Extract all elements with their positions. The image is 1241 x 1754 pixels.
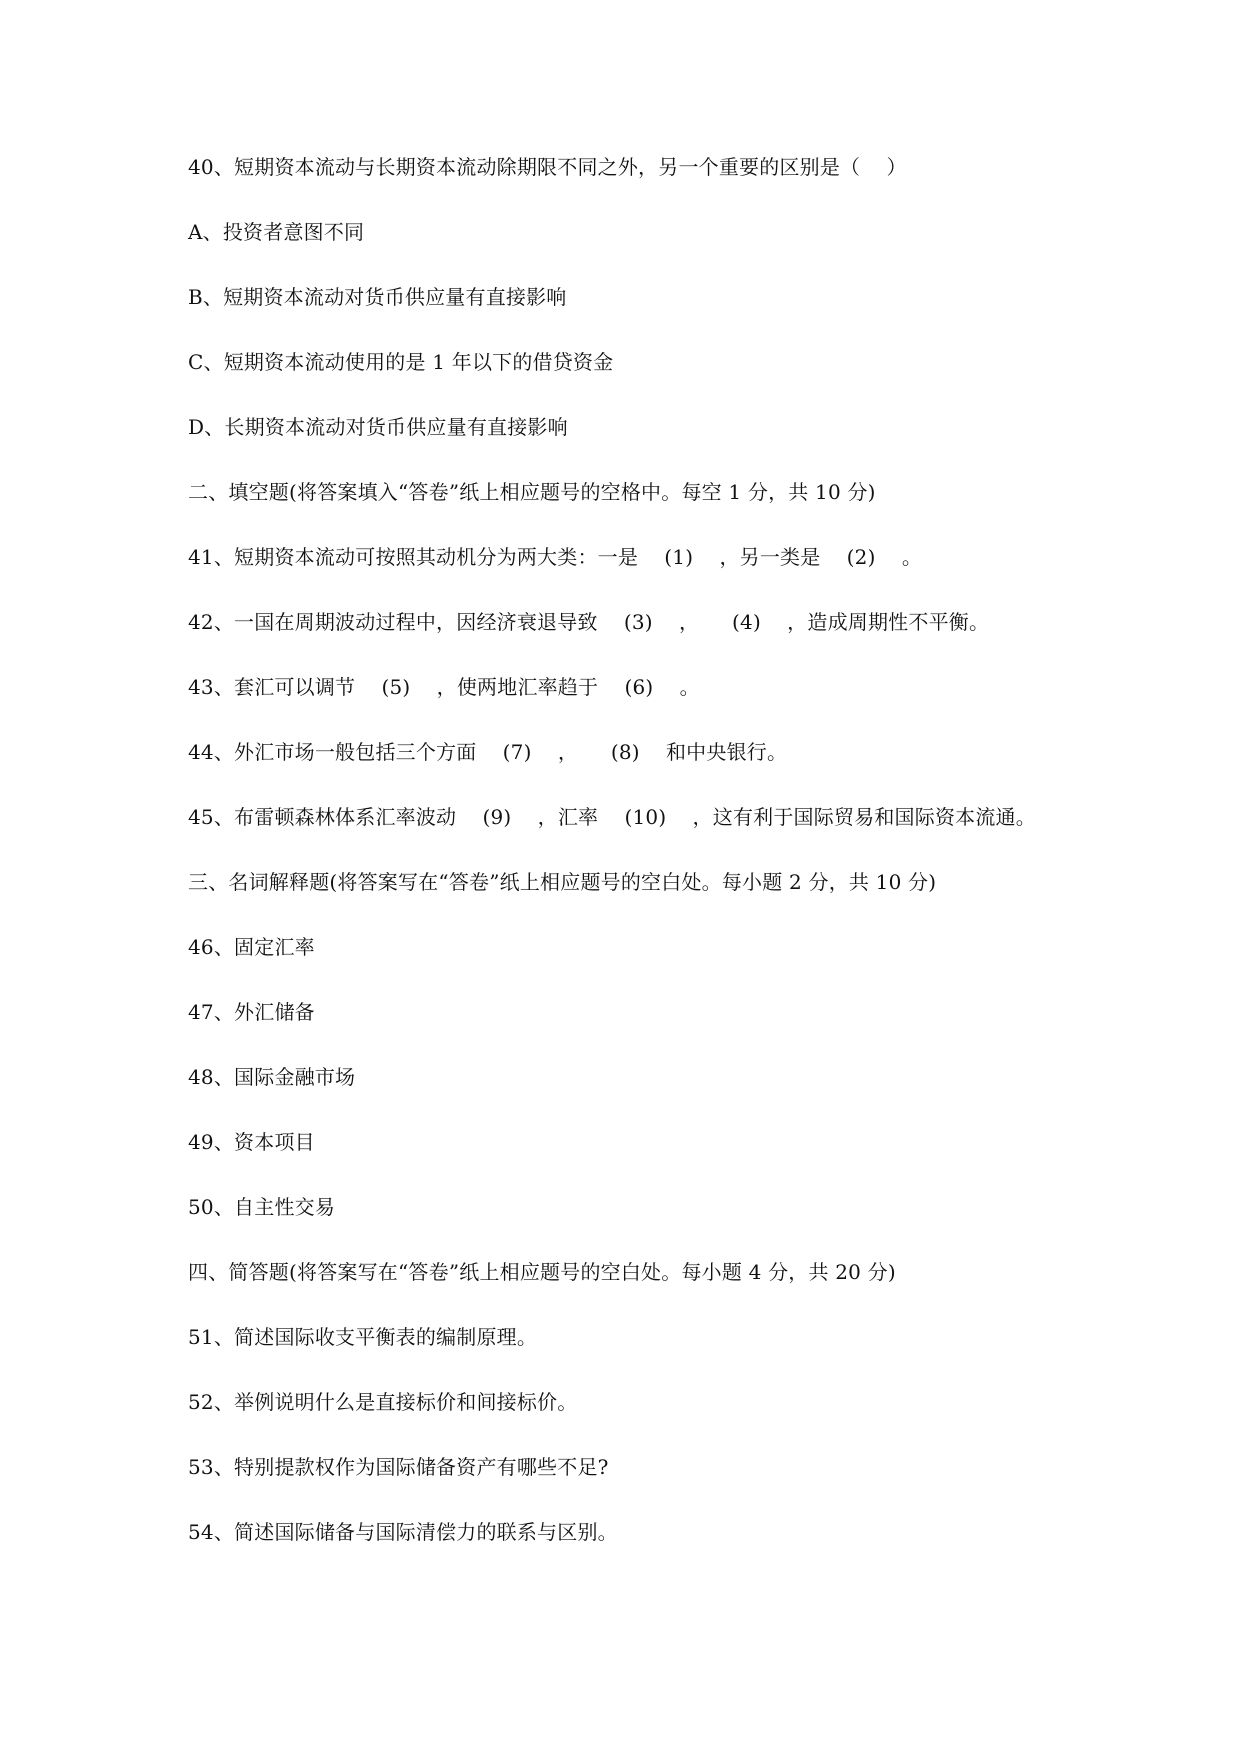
question-42: 42、一国在周期波动过程中，因经济衰退导致 (3) ， (4) ，造成周期性不平衡。 — [188, 610, 990, 634]
question-40: 40、短期资本流动与长期资本流动除期限不同之外，另一个重要的区别是（ ） — [188, 155, 907, 179]
question-52: 52、举例说明什么是直接标价和间接标价。 — [188, 1390, 578, 1414]
question-43: 43、套汇可以调节 (5) ，使两地汇率趋于 (6) 。 — [188, 675, 700, 699]
section-short-answer-heading: 四、简答题(将答案写在“答卷”纸上相应题号的空白处。每小题 4 分，共 20 分) — [188, 1260, 896, 1284]
question-51: 51、简述国际收支平衡表的编制原理。 — [188, 1325, 538, 1349]
question-44: 44、外汇市场一般包括三个方面 (7) ， (8) 和中央银行。 — [188, 740, 788, 764]
question-46: 46、固定汇率 — [188, 935, 315, 959]
option-d: D、长期资本流动对货币供应量有直接影响 — [188, 415, 568, 439]
question-48: 48、国际金融市场 — [188, 1065, 356, 1089]
question-45: 45、布雷顿森林体系汇率波动 (9) ，汇率 (10) ，这有利于国际贸易和国际资本流通。 — [188, 805, 1036, 829]
question-54: 54、简述国际储备与国际清偿力的联系与区别。 — [188, 1520, 618, 1544]
option-a: A、投资者意图不同 — [188, 220, 365, 244]
question-47: 47、外汇储备 — [188, 1000, 315, 1024]
question-53: 53、特别提款权作为国际储备资产有哪些不足? — [188, 1455, 609, 1479]
section-definitions-heading: 三、名词解释题(将答案写在“答卷”纸上相应题号的空白处。每小题 2 分，共 10 分) — [188, 870, 937, 894]
option-c: C、短期资本流动使用的是 1 年以下的借贷资金 — [188, 350, 614, 374]
question-41: 41、短期资本流动可按照其动机分为两大类：一是 (1) ，另一类是 (2) 。 — [188, 545, 923, 569]
question-50: 50、自主性交易 — [188, 1195, 336, 1219]
question-49: 49、资本项目 — [188, 1130, 315, 1154]
section-fill-in-heading: 二、填空题(将答案填入“答卷”纸上相应题号的空格中。每空 1 分，共 10 分) — [188, 480, 876, 504]
option-b: B、短期资本流动对货币供应量有直接影响 — [188, 285, 567, 309]
